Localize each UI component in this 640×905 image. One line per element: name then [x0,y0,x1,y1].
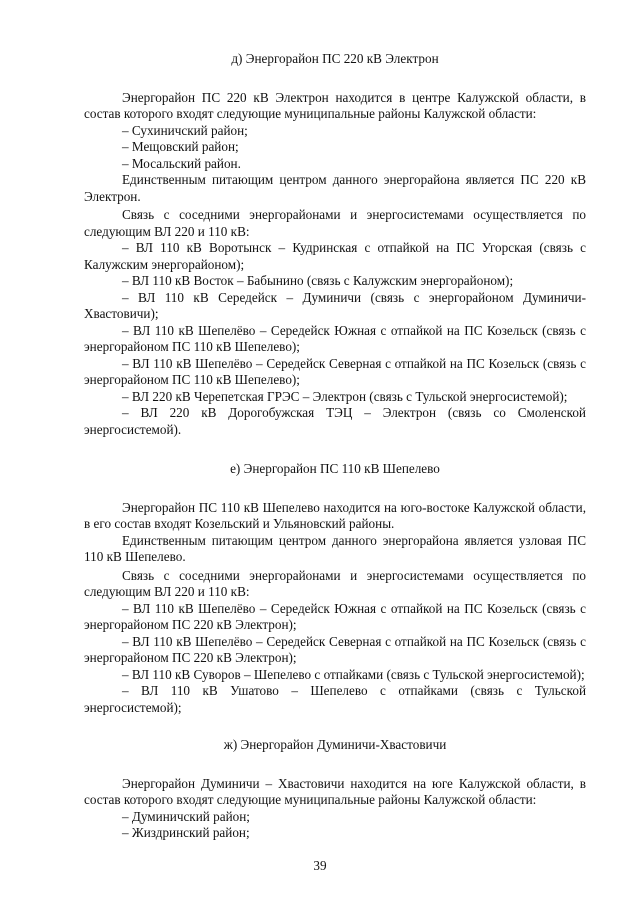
power-line-item: – ВЛ 110 кВ Шепелёво – Середейск Южная с отпайкой на ПС Козельск (связь с энергорайоном ПС 220 кВ Электрон); [84,600,586,632]
section-d-intro: Энергорайон ПС 220 кВ Электрон находится в центре Калужской области, в состав которого входят следующие муниципальные районы Калужской области: [84,89,586,121]
section-zh-heading: ж) Энергорайон Думиничи-Хвастовичи [223,737,447,752]
section-e [84,461,586,716]
power-line-item: – ВЛ 110 кВ Ушатово – Шепелево с отпайками (связь с Тульской энергосистемой); [84,683,586,715]
district-item: – Сухиничский район; [122,122,248,138]
section-e-supply: Единственным питающим центром данного энергорайона является узловая ПС 110 кВ Шепелево. [84,532,586,564]
power-line-item: – ВЛ 110 кВ Шепелёво – Середейск Северная с отпайкой на ПС Козельск (связь с энергорайоном ПС 110 кВ Шепелево); [84,355,586,387]
district-item: – Мещовский район; [122,139,239,154]
power-line-item: – ВЛ 110 кВ Середейск – Думиничи (связь с энергорайоном Думиничи-Хвастовичи); [84,289,586,321]
power-line-item: – ВЛ 110 кВ Восток – Бабынино (связь с Калужским энергорайоном); [122,273,514,288]
section-d-links-intro: Связь с соседними энергорайонами и энергосистемами осуществляется по следующим ВЛ 220 и 110 кВ: [84,207,586,239]
power-line-item: – ВЛ 110 кВ Шепелёво – Середейск Северная с отпайкой на ПС Козельск (связь с энергорайоном ПС 220 кВ Электрон); [84,633,586,665]
section-d [84,51,586,438]
section-zh [84,737,586,842]
district-item: – Мосальский район. [122,155,241,171]
power-line-item: – ВЛ 110 кВ Шепелёво – Середейск Южная с отпайкой на ПС Козельск (связь с энергорайоном ПС 110 кВ Шепелево); [84,322,586,354]
power-line-item: – ВЛ 220 кВ Дорогобужская ТЭЦ – Электрон (связь со Смоленской энергосистемой). [84,405,586,437]
section-e-intro: Энергорайон ПС 110 кВ Шепелево находится на юго-востоке Калужской области, в его состав входят Козельский и Ульяновский районы. [84,499,586,531]
section-d-supply: Единственным питающим центром данного энергорайона является ПС 220 кВ Электрон. [84,172,586,204]
section-zh-intro: Энергорайон Думиничи – Хвастовичи находится на юге Калужской области, в состав которого входят следующие муниципальные районы Калужской области: [84,775,586,807]
district-item: – Жиздринский район; [122,825,250,840]
page-number: 39 [313,858,327,873]
power-line-item: – ВЛ 110 кВ Воротынск – Кудринская с отпайкой на ПС Угорская (связь с Калужским энергорайоном); [84,240,586,272]
power-line-item: – ВЛ 220 кВ Черепетская ГРЭС – Электрон (связь с Тульской энергосистемой); [122,388,568,404]
power-line-item: – ВЛ 110 кВ Суворов – Шепелево с отпайками (связь с Тульской энергосистемой); [122,666,585,682]
section-e-links-intro: Связь с соседними энергорайонами и энергосистемами осуществляется по следующим ВЛ 220 и 110 кВ: [84,567,586,599]
district-item: – Думиничский район; [122,808,250,824]
section-e-heading: е) Энергорайон ПС 110 кВ Шепелево [230,461,440,476]
section-d-heading: д) Энергорайон ПС 220 кВ Электрон [231,51,439,66]
